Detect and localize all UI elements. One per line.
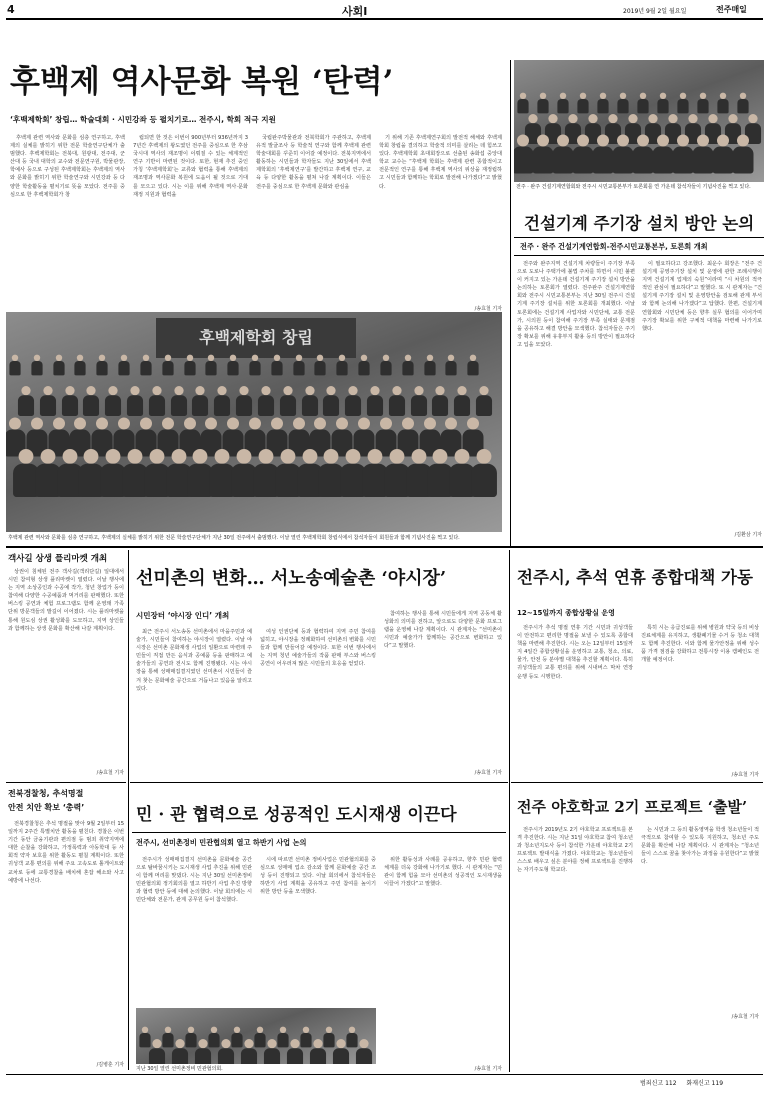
headline: 전북경찰청, 추석명절 [8,789,84,798]
headline: 선미촌의 변화… 서노송예술촌 ‘야시장’ [136,568,447,589]
section-name: 사회Ⅰ [342,5,368,18]
photo-person [323,386,339,416]
body-col-2: 특히 시는 응급진료를 위해 병원과 약국 등의 비상 진료체계를 유지하고, 생활폐기물 수거 등 청소 대책도 함께 추진한다. 이와 함께 물가안정을 위해 성수품 가격 점검을 강화하고 전통시장 이용 캠페인도 전개할 예정이다. [641,625,759,664]
body-col-1: 후백제 관련 역사와 문화를 심층 연구하고, 후백제의 실체를 밝히기 위한 전문 학술연구단체가 출범했다. 후백제학회는 전북대, 원광대, 전주대, 군산대 등 국내 대학의 교수와 전문연구원, 박물관장, 학예사 등으로 구성된 후백제학회는 후백제의 역사와 문화를 밝히기 위한 학술연구와 시민강좌 등 다양한 학술활동을 펼치기로 뜻을 모았다. 전주를 중심으로 한 후백제학회가 창 [10,135,125,198]
photo-person [573,135,594,174]
group-photo [6,312,502,532]
page-header [6,3,763,17]
photo-person [271,355,282,376]
photo-person [355,1039,371,1064]
photo-person [597,93,608,114]
photo-person [446,355,457,376]
photo-person [537,93,548,114]
photo-person [214,386,230,416]
headline: 전주 야호학교 2기 프로젝트 ‘출발’ [517,798,748,816]
body-text: 전북경찰청은 추석 명절을 맞아 9월 2일부터 15일까지 2주간 특별치안 활동을 펼친다. 경찰은 이번 기간 동안 금융기관과 편의점 등 범죄 취약지역에 대한 순찰을 강화하고, 가정폭력과 아동학대 등 사회적 약자 보호를 위한 활동도 펼칠 계획이다. 또한 귀성객 교통 편의를 위해 주요 고속도로 톨게이트와 교차로 등에 교통경찰을 배치해 혼잡 해소와 사고 예방에 나선다. [8,821,124,884]
body-col-4: 기 위해 기존 후백제연구회의 발전적 해체와 후백제학회 창립을 결의하고 학술적 의미를 살리는 데 힘쓰고 있다. 후백제학회 초대회장으로 선출된 송화섭 중앙대학교 교수는 “후백제 학회는 후백제 관련 종합적이고 전문적인 연구를 통해 후백제 역사의 위상을 재정립하고 시민들과 함께하는 학회로 발전해 나가겠다”고 밝혔다. [379,135,502,190]
photo-person [454,386,470,416]
subheadline: 시민장터 ‘야시장 인디’ 개최 [136,611,230,620]
photo-person [693,135,714,174]
body-col-3: 위한 활동성과 사례를 공유하고, 향후 민관 협력 체계를 더욱 강화해 나가기로 했다. 시 관계자는 “민관이 함께 힘을 모아 선미촌의 성공적인 도시재생을 이끌어 가겠다”고 말했다. [384,857,502,888]
photo-person [367,386,383,416]
photo-person [171,1039,187,1064]
photo-person [217,1039,233,1064]
photo-person [286,1039,302,1064]
subheadline: ‘후백제학회’ 창립… 학술대회 · 시민강좌 등 펼치기로… 전주시, 학회 적극 지원 [10,115,276,124]
photo-person [677,93,688,114]
photo-person [717,93,728,114]
subheadline: 안전 치안 확보 ‘총력’ [8,803,85,812]
photo-person [149,386,165,416]
photo-person [40,386,56,416]
photo-person [471,449,497,497]
photo-person [737,93,748,114]
seminar-photo [514,60,764,182]
header-rule [6,18,763,20]
photo-person [380,355,391,376]
photo-person [194,1039,210,1064]
photo-person [140,355,151,376]
photo-person [53,355,64,376]
photo-person [337,355,348,376]
photo-person [402,355,413,376]
photo-person [476,386,492,416]
issue-date: 2019년 9월 2일 월요일 [623,8,687,15]
photo-person [557,93,568,114]
article-urban-regen [132,786,506,1076]
photo-person [713,135,734,174]
byline: /김환삼 기자 [734,532,762,538]
photo-person [75,355,86,376]
photo-person [533,135,554,174]
subheadline: 전주 · 완주 건설기계연합회-전주시민교통본부, 토론회 개최 [520,242,708,251]
photo-person [83,386,99,416]
subheadline: 전주시, 선미촌정비 민관협의회 열고 하반기 사업 논의 [136,838,307,847]
body-col-1: 최근 전주시 서노송동 선미촌에서 마을주민과 예술가, 시민들이 참여하는 야시장이 열렸다. 이날 야시장은 선미촌 문화재생 사업의 일환으로 마련돼 주민들이 직접 만든 음식과 공예품 등을 판매하고 예술가들의 공연과 전시도 함께 진행됐다. 시는 야시장을 통해 성매매집결지였던 선미촌이 시민들이 즐겨 찾는 문화예술 공간으로 거듭나고 있음을 알리고 있다. [136,629,252,692]
banner: 후백제학회 창립 [156,318,356,358]
subheadline: 12~15일까지 종합상황실 운영 [517,609,615,617]
photo-person [577,93,588,114]
photo-person [432,386,448,416]
photo-person [633,135,654,174]
photo-person [309,1039,325,1064]
photo-caption: 지난 30일 열린 선미촌정비 민관협의회. [136,1066,223,1072]
article-yaho-school [513,786,763,1072]
photo-person [358,355,369,376]
photo-person [517,93,528,114]
photo-person [192,386,208,416]
byline: /송효철 기자 [731,1014,759,1020]
body-col-2: 여성 인권단체 등과 협력하여 지역 주민 참여를 넓히고, 야시장을 정례화하여 선미촌의 변화를 시민들과 함께 만들어갈 예정이다. 또한 이번 행사에서는 지역 청년 예술가들의 작품 판매 부스와 버스킹 공연이 어우러져 많은 시민들의 호응을 얻었다. [260,629,376,668]
photo-person [236,386,252,416]
column-divider [510,60,511,546]
photo-person [249,355,260,376]
photo-person [637,93,648,114]
photo-person [301,386,317,416]
photo-person [673,135,694,174]
photo-person [657,93,668,114]
footer [640,1078,763,1090]
byline: /김병훈 기자 [96,1062,124,1068]
headline: 객사길 상생 플리마켓 개최 [8,554,108,564]
photo-person [105,386,121,416]
photo-person [345,386,361,416]
headline: 후백제 역사문화 복원 ‘탄력’ [10,64,394,100]
headline: 전주시, 추석 연휴 종합대책 가동 [517,568,753,587]
page-number: 4 [7,3,15,16]
photo-person [61,386,77,416]
byline: /송효철 기자 [474,770,502,776]
footer-crime: 범죄신고 112 [640,1080,677,1087]
paper-name: 전주매일 [716,5,747,14]
byline: /송효철 기자 [474,1066,502,1072]
headline: 건설기계 주기장 설치 방안 논의 [524,214,755,233]
photo-person [263,1039,279,1064]
photo-person [389,386,405,416]
body-col-3: 참여하는 행사를 통해 시민들에게 지역 공동체 활성화의 의미를 전하고, 앞으로도 다양한 문화 프로그램을 운영해 나갈 계획이다. 시 관계자는 “선미촌이 시민과 예술가가 함께하는 공간으로 변화하고 있다”고 말했다. [384,611,502,650]
photo-person [162,355,173,376]
footer-fire: 화재신고 119 [686,1080,724,1087]
photo-person [258,386,274,416]
section-rule [6,546,763,548]
photo-person [617,93,628,114]
photo-person [332,1039,348,1064]
photo-person [31,355,42,376]
article-chuseok [513,550,763,782]
article-hubaekje [6,22,508,546]
meeting-photo [136,1008,376,1064]
photo-person [118,355,129,376]
headline: 민 · 관 협력으로 성공적인 도시재생 이끈다 [136,805,457,825]
body-col-1: 전주와 완주지역 건설기계 차량들이 주기장 부족으로 도로나 주택가에 불법 주차를 하면서 시민 불편이 커지고 있는 가운데 건설기계 주기장 설치 방안을 논의하는 토론회가 열렸다. 전주완주 건설기계연합회와 전주시 시민교통본부는 지난 30일 전주시 건설기계 주기장 설치를 위한 토론회를 개최했다. 이날 토론회에는 건설기계 사업자와 시민단체, 교통 전문가, 시의원 등이 참여해 주기장 부족 실태와 문제점을 공유하고 해결 방안을 모색했다. 참석자들은 주기장 확보를 위해 유휴부지 활용 등의 방안이 필요하다고 입을 모았다. [517,261,635,348]
photo-person [697,93,708,114]
photo-person [514,135,534,174]
photo-person [411,386,427,416]
photo-person [18,386,34,416]
photo-person [228,355,239,376]
photo-person [97,355,108,376]
photo-person [315,355,326,376]
byline: /송효철 기자 [474,306,502,312]
photo-person [127,386,143,416]
body-col-3: 국립완주박물관과 전북학회가 주관하고, 후백제 유적 발굴조사 등 학술적 연구와 함께 후백제 관련 학술대회를 꾸준히 이어갈 예정이다. 전북지역에서 활동하는 시민들과 학자들도 지난 30일에서 후백제학회의 ‘후백제연구’를 발간하고 후백제 연구, 교육 등 다양한 활동을 펼쳐 나갈 계획이다. 이들은 전주를 중심으로 한 후백제 문화와 관심을 [256,135,371,190]
photo-person [171,386,187,416]
byline: /송효철 기자 [96,770,124,776]
photo-person [148,1039,164,1064]
article-construction [514,60,764,546]
byline: /송효철 기자 [731,772,759,778]
photo-person [593,135,614,174]
body-col-2: 시에 따르면 선미촌 정비사업은 민관협의회를 중심으로 성매매 업소 감소와 함께 문화예술 공간 조성 등이 진행되고 있다. 이날 회의에서 참석자들은 하반기 사업 계획을 공유하고 주민 참여를 높이기 위한 방안 등을 모색했다. [260,857,376,896]
body-col-2: 이 필요하다고 강조했다. 최운수 회장은 “전주 건설기계 공영주기장 설치 및 운영에 관한 조례시행이 지역 건설기계 업계의 숙원”이라며 “시 차원의 적극적인 관심이 필요하다”고 말했다. 또 시 관계자는 “건설기계 주기장 설치 및 운영방안을 검토해 관계 부서와 함께 논의해 나가겠다”고 답했다. 한편, 건설기계연합회와 시민단체 등은 향후 실무 협의를 이어가며 주기장 확보를 위한 구체적 대책을 마련해 나가기로 했다. [642,261,762,332]
photo-person [613,135,634,174]
photo-caption: 후백제 관련 역사와 문화를 심층 연구하고, 후백제의 실체를 밝히기 위한 전문 학술연구단체가 지난 30일 전주에서 출범했다. 이날 열린 후백제학회 창립식에서 참석자들이 회원들과 함께 기념사진을 찍고 있다. [8,535,460,541]
photo-person [293,355,304,376]
photo-person [733,135,754,174]
body-col-2: 는 시민과 그 등의 활동영역을 학생 청소년들이 적극적으로 참여할 수 있도록 지원하고, 청소년 주도 문화를 확산해 나갈 계획이다. 시 관계자는 “청소년들이 스스로 꿈을 찾아가는 과정을 응원한다”고 밝혔다. [641,827,759,866]
photo-person [206,355,217,376]
body-col-1: 전주시가 추석 명절 연휴 기간 시민과 귀성객들이 안전하고 편리한 명절을 보낼 수 있도록 종합대책을 마련해 추진한다. 시는 오는 12일부터 15일까지 4일간 종합상황실을 운영하고 교통, 청소, 의료, 물가, 안전 등 분야별 대책을 추진할 계획이다. 특히 귀성객들의 교통 편의를 위해 시내버스 막차 연장 운행 등도 시행한다. [517,625,633,680]
photo-person [424,355,435,376]
body-col-1: 전주시가 2019년도 2기 야호학교 프로젝트를 본격 추진한다. 시는 지난 31일 야호학교 참여 청소년과 청소년지도사 등이 참석한 가운데 야호학교 2기 프로젝트 발대식을 가졌다. 야호학교는 청소년들이 스스로 배우고 싶은 분야를 정해 프로젝트를 진행하는 자기주도형 학교다. [517,827,633,874]
photo-person [240,1039,256,1064]
photo-person [553,135,574,174]
body-col-2: 립되면 한 것은 이번이 900년부터 936년까지 37년간 후백제의 왕도였던 전주를 중심으로 한 후삼국시대 역사의 재조명이 이뤄질 수 있는 체계적인 연구 기반이 마련된 것이다. 또한, 현재 추진 중인 가칭 ‘후백제학회’는 교류와 협력을 통해 후백제의 재조명과 역사문화 복원에 도움이 될 것으로 기대를 모으고 있다. 시는 이를 위해 후백제 역사·문화 재정 지원과 협력을 [133,135,248,198]
photo-person [468,355,479,376]
article-market [6,550,126,780]
photo-person [184,355,195,376]
photo-person [653,135,674,174]
body-text: 상권이 침체된 전주 객사길(객리단길) 일대에서 시민 참여형 상생 플리마켓이 열렸다. 이날 행사에는 지역 소상공인과 수공예 작가, 청년 창업가 등이 참여해 다양한 수공예품과 먹거리를 판매했다. 또한 버스킹 공연과 체험 프로그램도 함께 운영돼 가족 단위 방문객들의 발길이 이어졌다. 시는 플리마켓을 통해 원도심 상권 활성화를 도모하고, 지역 상인들과 함께하는 상생 문화를 확산해 나갈 계획이다. [8,569,124,632]
photo-caption: 전주 · 완주 건설기계연합회와 전주시 시민교통본부가 토론회를 연 가운데 참석자들이 기념사진을 찍고 있다. [516,184,751,190]
photo-person [9,355,20,376]
body-col-1: 전주시가 성매매집결지 선미촌을 문화예술 공간으로 탈바꿈시키는 도시재생 사업 추진을 위해 민관이 함께 머리를 맞댔다. 시는 지난 30일 선미촌정비 민관협의회 정기회의를 열고 하반기 사업 추진 방향과 협력 방안 등에 대해 논의했다. 이날 회의에는 시민단체와 전문가, 관계 공무원 등이 참석했다. [136,857,252,904]
article-night-market [132,550,506,780]
article-police [6,786,126,1076]
photo-person [280,386,296,416]
